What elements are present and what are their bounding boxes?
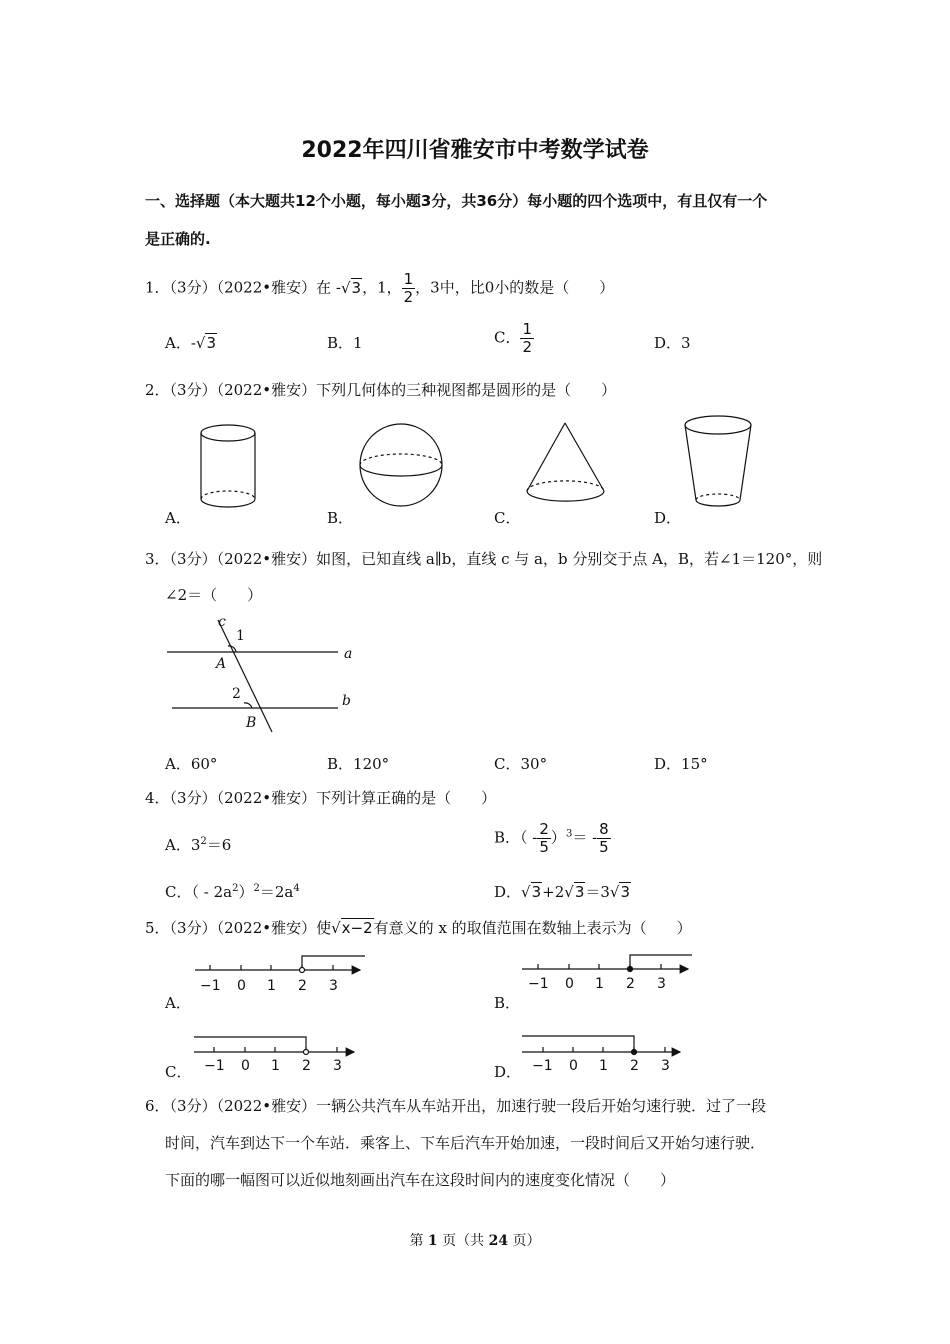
q1-option-b: B．1 <box>327 334 363 352</box>
label-c: c <box>218 614 226 630</box>
q5-option-a: A． <box>165 994 191 1012</box>
q3-option-c: C．30° <box>494 755 548 773</box>
open-point <box>300 968 305 973</box>
svg-text:3: 3 <box>661 1058 670 1074</box>
section-header-line1: 一、选择题（本大题共12个小题，每小题3分，共36分）每小题的四个选项中，有且仅有一个 <box>145 192 768 210</box>
svg-text:−1: −1 <box>532 1058 553 1074</box>
question-3-line1: 3．（3分）（2022•雅安）如图，已知直线 a∥b，直线 c 与 a，b 分别交于点 A，B，若∠1＝120°，则 <box>145 550 823 568</box>
svg-text:0: 0 <box>237 978 246 994</box>
section-header-line2: 是正确的. <box>145 230 211 248</box>
svg-text:0: 0 <box>565 976 574 992</box>
svg-text:0: 0 <box>569 1058 578 1074</box>
question-6-line2: 时间，汽车到达下一个车站．乘客上、下车后汽车开始加速，一段时间后又开始匀速行驶． <box>165 1134 766 1152</box>
q1-sqrt: √3 <box>340 278 362 297</box>
number-line-b <box>522 955 692 972</box>
svg-text:1: 1 <box>267 978 276 994</box>
closed-point <box>632 1050 637 1055</box>
svg-text:−1: −1 <box>204 1058 225 1074</box>
q1-prefix: 1．（3分）（2022•雅安）在 - <box>145 278 341 297</box>
q2-option-a: A． <box>165 509 191 527</box>
svg-text:0: 0 <box>241 1058 250 1074</box>
svg-text:−1: −1 <box>200 978 221 994</box>
q3-option-d: D．15° <box>654 755 708 773</box>
question-4: 4．（3分）（2022•雅安）下列计算正确的是（ ） <box>145 789 497 807</box>
q1-option-d: D．3 <box>654 334 691 352</box>
svg-text:2: 2 <box>630 1058 639 1074</box>
svg-text:3: 3 <box>657 976 666 992</box>
svg-text:1: 1 <box>599 1058 608 1074</box>
q4-option-c: C．（ - $2a^2)^2=2a^4$ <box>165 883 300 901</box>
q1-option-a: A．-√3 <box>165 334 217 352</box>
svg-text:1: 1 <box>595 976 604 992</box>
q2-option-d: D． <box>654 509 682 527</box>
q1-suffix: ，3中，比0小的数是（ ） <box>415 278 615 297</box>
label-1: 1 <box>236 628 245 644</box>
q2-option-b: B． <box>327 509 354 527</box>
label-2: 2 <box>232 686 241 702</box>
svg-text:3: 3 <box>329 978 338 994</box>
label-B: B <box>246 715 257 731</box>
question-6-line3: 下面的哪一幅图可以近似地刻画出汽车在这段时间内的速度变化情况（ ） <box>165 1171 676 1189</box>
svg-text:2: 2 <box>302 1058 311 1074</box>
q2-option-c: C． <box>494 509 521 527</box>
q5-option-d: D． <box>494 1063 522 1081</box>
question-5: 5．（3分）（2022•雅安）使√x−2有意义的 x 的取值范围在数轴上表示为（ ） <box>145 919 692 937</box>
closed-point <box>628 967 633 972</box>
number-line-a <box>195 956 365 973</box>
question-3-line2: ∠2＝（ ） <box>165 586 263 604</box>
q1-mid: ，1， <box>362 278 402 297</box>
label-b: b <box>342 693 351 709</box>
q4-option-a: A．$3^2=6$ <box>165 836 232 854</box>
svg-text:−1: −1 <box>528 976 549 992</box>
page-footer: 第 1 页（共 24 页） <box>409 1233 541 1249</box>
q3-option-a: A．60° <box>165 755 218 773</box>
q5-option-c: C． <box>165 1063 192 1081</box>
current-page: 1 <box>427 1233 438 1249</box>
q1-option-c: C． $\frac{1}{2}$ <box>494 320 533 356</box>
q3-option-b: B．120° <box>327 755 390 773</box>
svg-text:3: 3 <box>333 1058 342 1074</box>
total-pages: 24 <box>488 1233 509 1249</box>
open-point <box>304 1050 309 1055</box>
svg-text:2: 2 <box>626 976 635 992</box>
q1-fraction: $\frac{1}{2}$ <box>403 270 414 306</box>
question-6-line1: 6．（3分）（2022•雅安）一辆公共汽车从车站开出，加速行驶一段后开始匀速行驶．过了一段 <box>145 1097 767 1115</box>
number-line-c <box>194 1037 354 1055</box>
q4-option-d: D．√3+2√3＝3√3 <box>494 883 631 901</box>
q4-option-b: B．（ - $\frac{2}{5}$ ）$^3$＝ - $\frac{8}{5}$ <box>494 820 609 856</box>
svg-text:1: 1 <box>271 1058 280 1074</box>
label-A: A <box>216 656 227 672</box>
page-title: 2022年四川省雅安市中考数学试卷 <box>301 138 649 163</box>
q5-option-b: B． <box>494 994 521 1012</box>
question-2: 2．（3分）（2022•雅安）下列几何体的三种视图都是圆形的是（ ） <box>145 381 617 399</box>
number-line-d <box>522 1036 680 1055</box>
svg-text:2: 2 <box>298 978 307 994</box>
label-a: a <box>344 646 353 662</box>
